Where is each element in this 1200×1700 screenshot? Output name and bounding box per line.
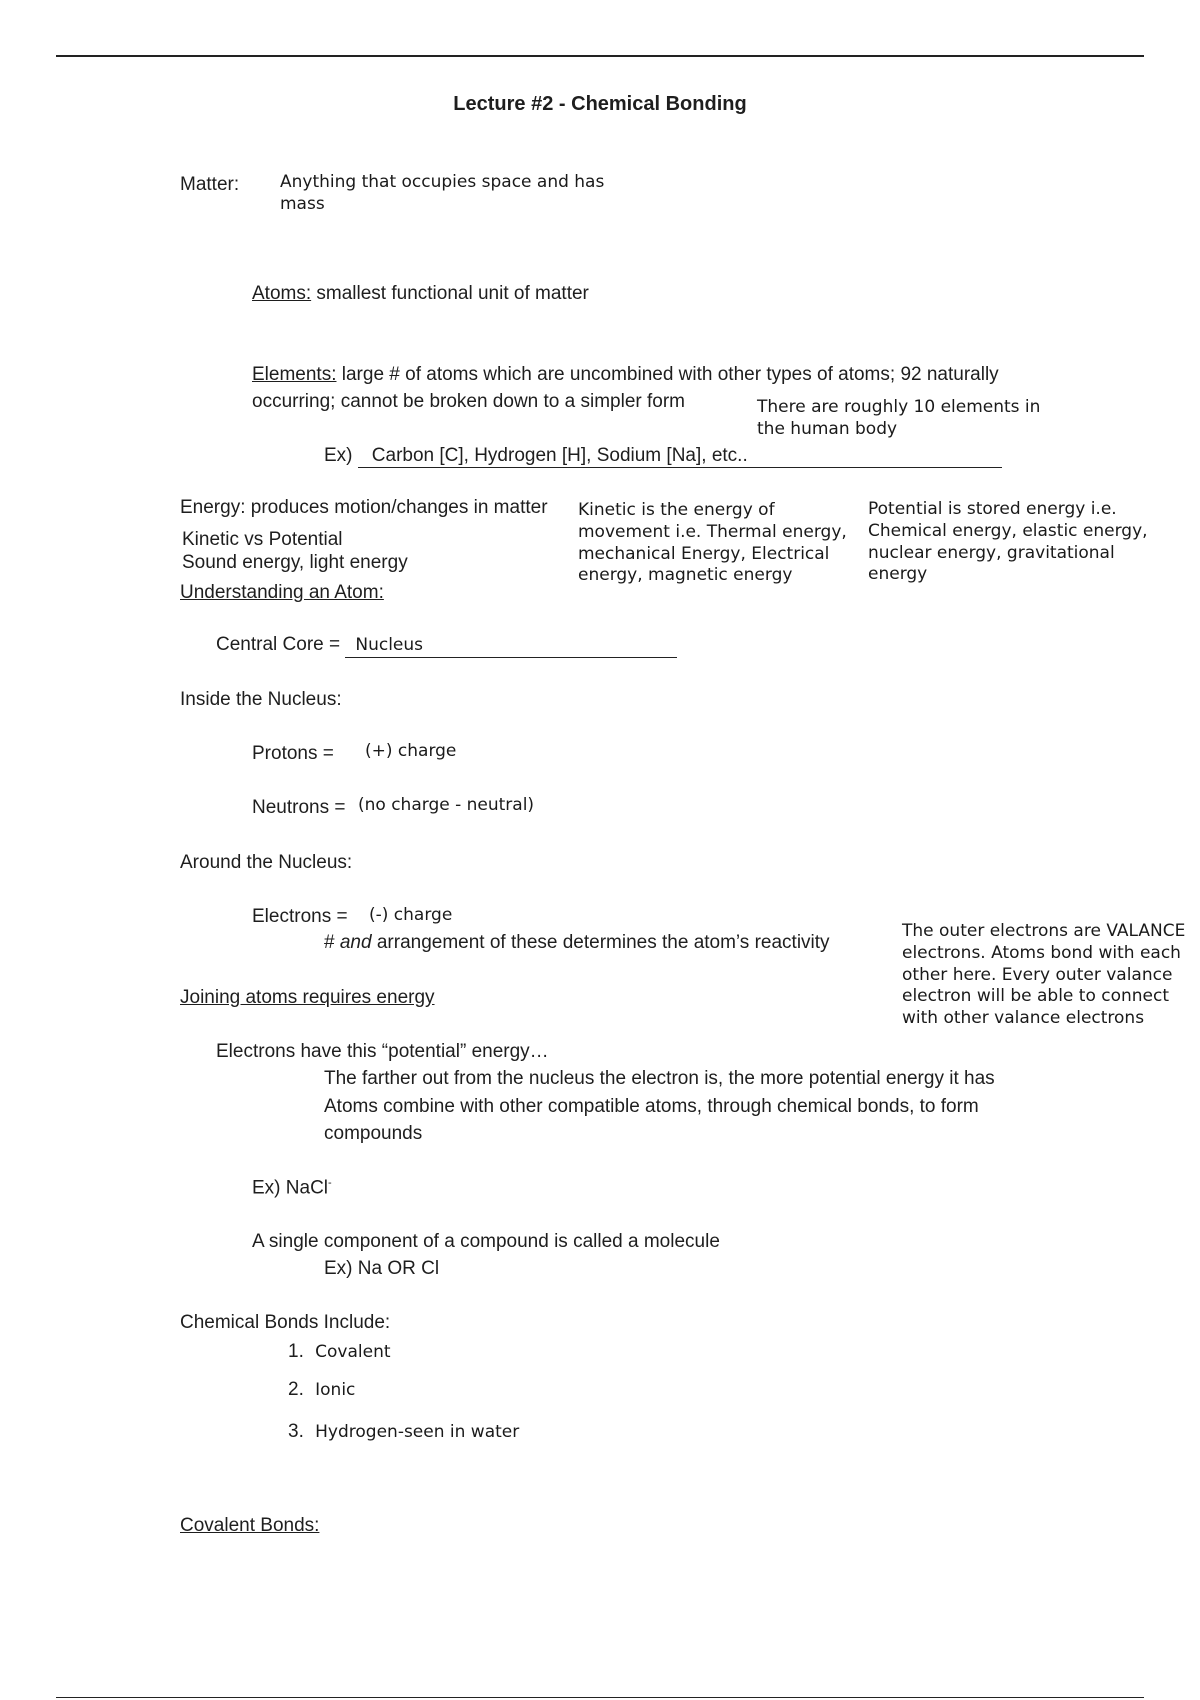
potential-note-line: energy — [868, 564, 928, 585]
molecule-example: Ex) Na OR Cl — [324, 1258, 440, 1279]
valance-note-line: electron will be able to connect — [902, 986, 1170, 1007]
electrons-label: Electrons = — [252, 906, 348, 927]
elements-example-row — [324, 445, 1002, 468]
reactivity-line — [324, 932, 830, 954]
potential-note-line: nuclear energy, gravitational — [868, 542, 1115, 563]
valance-note-line: electrons. Atoms bond with each — [902, 942, 1181, 963]
top-rule — [56, 55, 1144, 57]
neutrons-answer: (no charge - neutral) — [358, 795, 535, 815]
understanding-heading: Understanding an Atom: — [180, 582, 384, 603]
potential-note — [868, 499, 1148, 586]
elements-label: Elements: — [252, 364, 337, 385]
energy-heading: Energy: produces motion/changes in matter — [180, 497, 548, 518]
inside-nucleus-heading: Inside the Nucleus: — [180, 689, 342, 710]
example-compound-text: Ex) NaCl — [252, 1177, 329, 1199]
elements-definition-line1: large # of atoms which are uncombined with other types of atoms; 92 naturally — [341, 364, 999, 385]
molecule-line: A single component of a compound is called a molecule — [252, 1231, 720, 1252]
kinetic-note-line: mechanical Energy, Electrical — [578, 543, 830, 564]
elements-note-line1: There are roughly 10 elements in — [757, 397, 1041, 417]
page-title: Lecture #2 - Chemical Bonding — [453, 93, 747, 115]
atoms-label: Atoms: — [252, 283, 312, 304]
elements-example-prefix: Ex) — [324, 445, 353, 466]
neutrons-label: Neutrons = — [252, 797, 346, 818]
valance-note-line: The outer electrons are VALANCE — [902, 921, 1186, 941]
kinetic-note-line: Kinetic is the energy of — [578, 500, 775, 520]
potential-note-line: Chemical energy, elastic energy, — [868, 520, 1148, 541]
elements-row — [252, 364, 999, 386]
atoms-row — [252, 283, 589, 305]
central-core-answer: Nucleus — [345, 635, 677, 658]
around-nucleus-heading: Around the Nucleus: — [180, 852, 353, 873]
energy-kinetic-vs-potential: Kinetic vs Potential — [182, 529, 343, 550]
elements-example-answer: Carbon [C], Hydrogen [H], Sodium [Na], etc.. — [358, 445, 1002, 468]
example-compound — [252, 1177, 332, 1199]
potential-energy-line: Electrons have this “potential” energy… — [216, 1041, 549, 1062]
combine-line2: compounds — [324, 1123, 423, 1144]
elements-note-line2: the human body — [757, 419, 898, 439]
bond-list-number: 2. — [288, 1379, 304, 1400]
bottom-rule — [56, 1697, 1144, 1698]
central-core-row — [216, 634, 677, 658]
valance-note-line: other here. Every outer valance — [902, 964, 1173, 985]
bond-list-item — [288, 1379, 355, 1402]
matter-definition-line1: Anything that occupies space and has — [280, 172, 605, 192]
chemical-bonds-heading: Chemical Bonds Include: — [180, 1312, 391, 1333]
protons-label: Protons = — [252, 743, 334, 764]
valance-note-line: with other valance electrons — [902, 1008, 1145, 1028]
farther-line: The farther out from the nucleus the electron is, the more potential energy it has — [324, 1068, 995, 1089]
kinetic-note — [578, 500, 847, 587]
elements-definition-line2: occurring; cannot be broken down to a simpler form — [252, 391, 685, 412]
matter-label: Matter: — [180, 174, 240, 195]
kinetic-note-line: energy, magnetic energy — [578, 565, 793, 586]
potential-note-line: Potential is stored energy i.e. — [868, 499, 1117, 519]
protons-answer: (+) charge — [365, 741, 457, 761]
atoms-definition: smallest functional unit of matter — [316, 283, 589, 304]
bond-list-item — [288, 1421, 519, 1444]
bond-list-number: 1. — [288, 1341, 304, 1362]
reactivity-and: and — [339, 932, 372, 953]
reactivity-text: arrangement of these determines the atom’s reactivity — [376, 932, 830, 953]
example-compound-charge: - — [328, 1177, 332, 1189]
combine-line1: Atoms combine with other compatible atoms, through chemical bonds, to form — [324, 1096, 979, 1117]
bond-list-number: 3. — [288, 1421, 304, 1442]
valance-note — [902, 921, 1185, 1030]
bond-list-item — [288, 1341, 391, 1364]
matter-definition-line2: mass — [280, 194, 325, 214]
bond-list-label: Ionic — [315, 1380, 356, 1400]
reactivity-hash: # — [324, 932, 335, 953]
covalent-bonds-heading: Covalent Bonds: — [180, 1515, 320, 1536]
kinetic-note-line: movement i.e. Thermal energy, — [578, 521, 847, 542]
joining-heading: Joining atoms requires energy — [180, 987, 435, 1008]
energy-sound-light: Sound energy, light energy — [182, 552, 408, 573]
bond-list-label: Hydrogen-seen in water — [315, 1422, 520, 1442]
electrons-answer: (-) charge — [369, 905, 453, 925]
bond-list-label: Covalent — [315, 1342, 391, 1362]
central-core-label: Central Core = — [216, 634, 341, 655]
